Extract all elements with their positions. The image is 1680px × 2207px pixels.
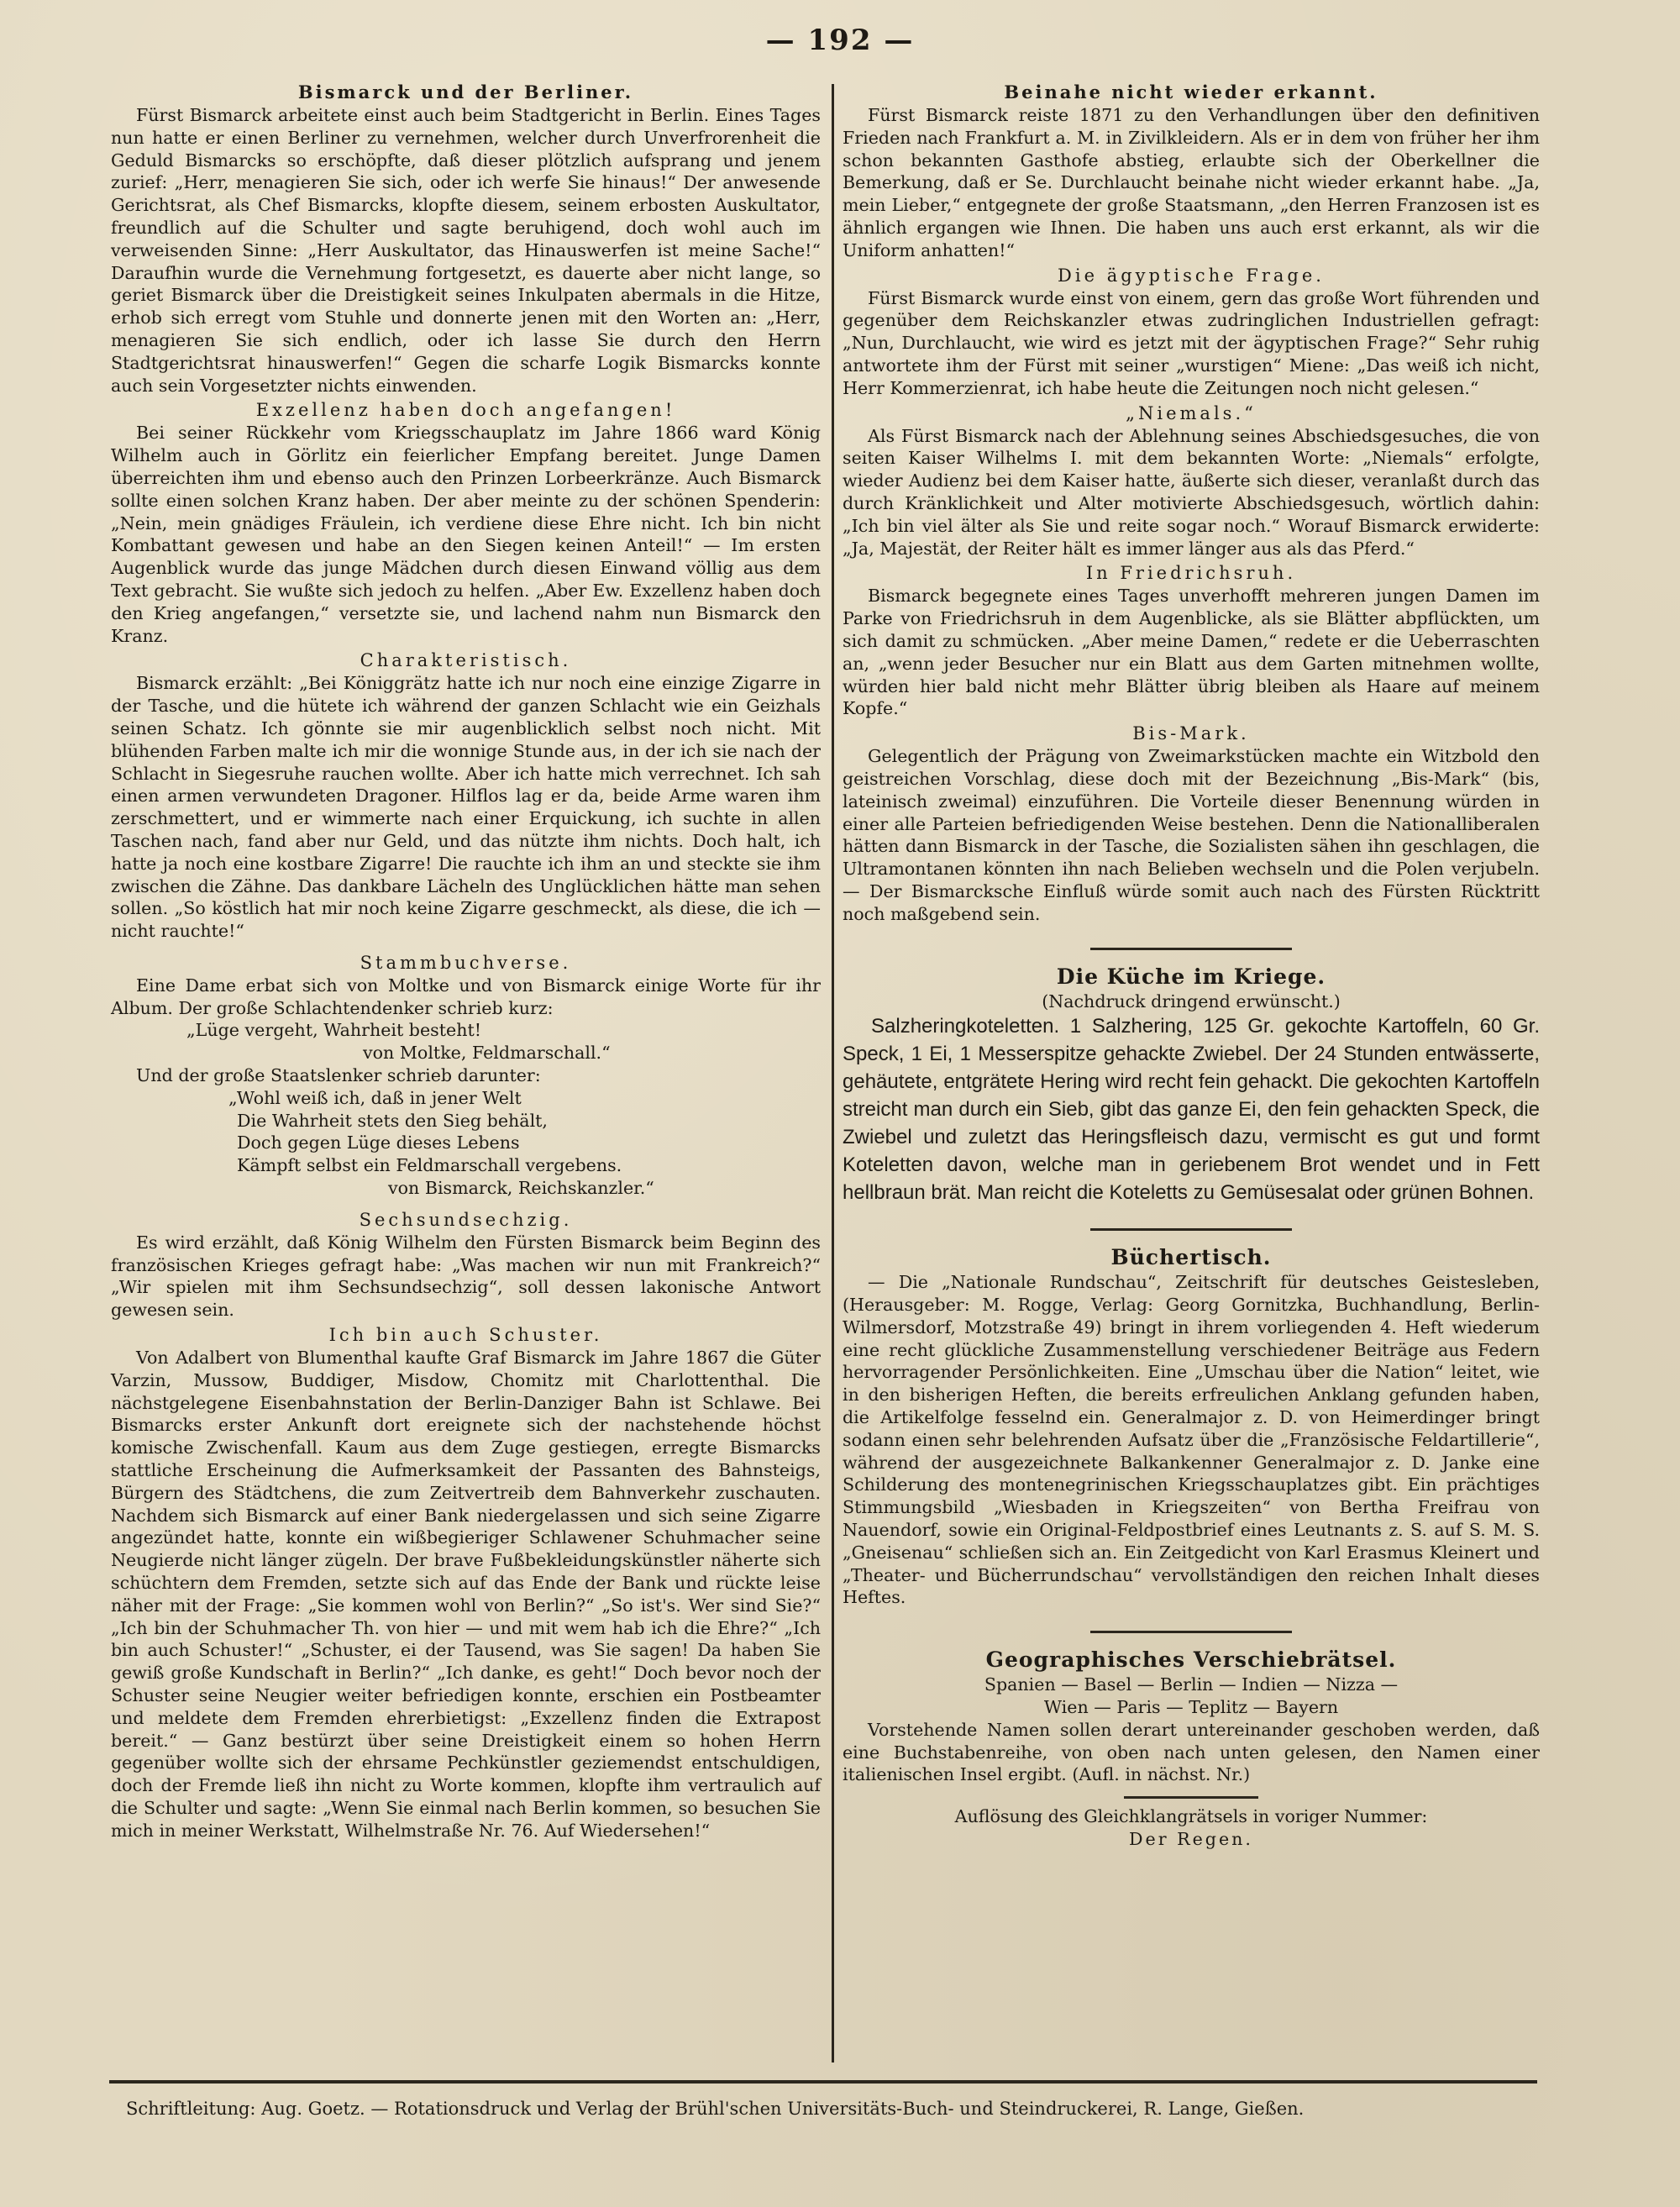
section-divider <box>1124 1796 1258 1799</box>
verse-line: „Lüge vergeht, Wahrheit besteht! <box>186 1020 482 1041</box>
section-subtitle: (Nachdruck dringend erwünscht.) <box>1042 991 1341 1012</box>
article-title: Ich bin auch Schuster. <box>328 1325 603 1346</box>
verse-line: Die Wahrheit stets den Sieg behält, <box>237 1110 548 1131</box>
article-text: Es wird erzählt, daß König Wilhelm den Fürsten Bismarck beim Beginn des französischen Krieges gefragt habe: „Was machen wir nun mit Frankreich?“ „Wir spielen mit ihm Sechsundsechzig“, soll dessen lakonische Antwort gewesen sein. <box>111 1232 821 1321</box>
article-text: — Die „Nationale Rundschau“, Zeitschrift für deutsches Geistesleben, (Herausgeber: M. Rogge, Verlag: Georg Gornitzka, Buchhandlung, Berlin-Wilmersdorf, Motzstraße 49) bringt in ihrem vorliegenden 4. Heft wiederum eine recht glückliche Zusammenstellung verschiedener Beiträge aus Federn hervorragender Persönlichkeiten. Eine „Umschau über die Nation“ leitet, wie in den bisherigen Heften, die bereits erfreulichen Anklang gefunden haben, die Artikelfolge fesselnd ein. Generalmajor z. D. von Heimerdinger bringt sodann einen sehr belehrenden Aufsatz über die „Französische Feldartillerie“, während der ausgezeichnete Balkankenner Generalmajor z. D. Janke eine Schilderung des montenegrinischen Kriegsschauplatzes gibt. Ein prächtiges Stimmungsbild „Wiesbaden in Kriegszeiten“ von Bertha Freifrau von Nauendorf, sowie ein Original-Feldpostbrief eines Leutnants z. S. auf S. M. S. „Gneisenau“ schließen sich an. Ein Zeitgedicht von Karl Erasmus Kleinert und „Theater- und Bücherrundschau“ vervollständigen den reichen Inhalt dieses Heftes. <box>843 1272 1540 1608</box>
article-title: Beinahe nicht wieder erkannt. <box>1004 81 1378 102</box>
article-title: Sechsundsechzig. <box>359 1209 573 1230</box>
article-text: Bismarck begegnete eines Tages unverhofft mehreren jungen Damen im Parke von Friedrichsruh in dem Augenblicke, als sie Blätter abpflückten, um sich damit zu schmücken. „Aber meine Damen,“ redete er die Ueberraschten an, „wenn jeder Besucher nur ein Blatt aus dem Garten mitnehmen wollte, würden hier bald nicht mehr Blätter übrig bleiben als Haare auf meinem Kopfe.“ <box>843 586 1540 719</box>
article-text: Fürst Bismarck wurde einst von einem, gern das große Wort führenden und gegenüber dem Reichskanzler etwas zudringlichen Industriellen gefragt: „Nun, Durchlaucht, wie wird es jetzt mit der ägyptischen Frage?“ Sehr ruhig antwortete ihm der Fürst mit seiner „wurstigen“ Miene: „Das weiß ich nicht, Herr Kommerzienrat, ich habe heute die Zeitungen noch nicht gelesen.“ <box>843 287 1540 398</box>
article-title: Bismarck und der Berliner. <box>297 81 634 102</box>
recipe-block <box>843 1012 1540 1206</box>
footer-rule <box>109 2080 1537 2084</box>
article-text: Von Adalbert von Blumenthal kaufte Graf Bismarck im Jahre 1867 die Güter Varzin, Mussow, Buddiger, Misdow, Chomitz mit Charlottenthal. Die nächstgelegene Eisenbahnstation der Berlin-Danziger Bahn ist Schlawe. Bei Bismarcks erster Ankunft dort ereignete sich der nachstehende höchst komische Zwischenfall. Kaum aus dem Zuge gestiegen, erregte Bismarcks stattliche Erscheinung die Aufmerksamkeit der Passanten des Bahnsteigs, Bürgern des Städtchens, die zum Zeitvertreib dem Bahnverkehr zuschauten. Nachdem sich Bismarck auf einer Bank niedergelassen und sich seine Zigarre angezündet hatte, konnte ein wißbegieriger Schlawener Schuhmacher seine Neugierde nicht länger zügeln. Der brave Fußbekleidungskünstler näherte sich schüchtern dem Fremden, setzte sich auf das Ende der Bank und rückte leise näher mit der Frage: „Sie kommen wohl von Berlin?“ „So ist's. Wer sind Sie?“ „Ich bin der Schuhmacher Th. von hier — und mit wem hab ich die Ehre?“ „Ich bin auch Schuster!“ „Schuster, ei der Tausend, was Sie sagen! Da haben Sie gewiß große Kundschaft in Berlin?“ „Ich danke, es geht!“ Doch bevor noch der Schuster seine Neugier weiter befriedigen konnte, erschien ein Postbeamter und meldete dem Fremden ehrerbietigst: „Exzellenz finden die Extrapost bereit.“ — Ganz bestürzt über seine Dreistigkeit einem so hohen Herrn gegenüber wollte sich der ehrsame Pechkünstler geziemendst entschuldigen, doch der Fremde ließ ihn nicht zu Worte kommen, klopfte ihm vertraulich auf die Schulter und sagte: „Wenn Sie einmal nach Berlin kommen, so besuchen Sie mich in meiner Werkstatt, Wilhelmstraße Nr. 76. Auf Wiedersehen!“ <box>111 1348 821 1841</box>
article-text: Und der große Staatslenker schrieb darunter: <box>136 1065 541 1086</box>
verse-block <box>111 1019 821 1064</box>
section-title: Geographisches Verschiebrätsel. <box>985 1647 1397 1673</box>
article-title: „Niemals.“ <box>1126 402 1257 423</box>
article-title: Die ägyptische Frage. <box>1058 265 1325 286</box>
article-text: Bismarck erzählt: „Bei Königgrätz hatte ich nur noch eine einzige Zigarre in der Tasche, und die hütete ich während der ganzen Schlacht wie ein Geizhals seinen Schatz. Ich gönnte sie mir augenblicklich selbst noch nicht. Mit blühenden Farben malte ich mir die wonnige Stunde aus, in der ich sie nach der Schlacht in Siegesruhe rauchen wollte. Aber ich hatte mich verrechnet. Ich sah einen armen verwundeten Dragoner. Hilflos lag er da, beide Arme waren ihm zerschmettert, und er wimmerte nach einer Erquickung, ich suchte in allen Taschen nach, fand aber nur Geld, und das nützte ihm nichts. Doch halt, ich hatte ja noch eine kostbare Zigarre! Die rauchte ich ihm an und steckte sie ihm zwischen die Zähne. Das dankbare Lächeln des Unglücklichen hätte man sehen sollen. „So köstlich hat mir noch keine Zigarre geschmeckt, als diese, die ich — nicht rauchte!“ <box>111 673 821 942</box>
article-text: Fürst Bismarck arbeitete einst auch beim Stadtgericht in Berlin. Eines Tages nun hatte er einen Berliner zu vernehmen, welcher durch Unverfrorenheit die Geduld Bismarcks so erschöpfte, daß dieser plötzlich aufsprang und jenem zurief: „Herr, menagieren Sie sich, oder ich werfe Sie hinaus!“ Der anwesende Gerichtsrat, als Chef Bismarcks, klopfte diesem, seinem erbosten Auskultator, freundlich auf die Schulter und sagte beruhigend, doch wohl auch im verweisenden Sinne: „Herr Auskultator, das Hinauswerfen ist meine Sache!“ Daraufhin wurde die Vernehmung fortgesetzt, es dauerte aber nicht lange, so geriet Bismarck über die Dreistigkeit seines Inkulpaten abermals in die Hitze, erhob sich erregt vom Stuhle und donnerte jenen mit den Worten an: „Herr, menagieren Sie sich endlich, oder ich lasse Sie durch den Herrn Stadtgerichtsrat hinauswerfen!“ Gegen die scharfe Logik Bismarcks konnte auch sein Vorgesetzter nichts einwenden. <box>111 105 821 396</box>
verse-signature: von Bismarck, Reichskanzler.“ <box>388 1178 654 1199</box>
section-divider <box>1090 1631 1292 1633</box>
article-title: Stammbuchverse. <box>360 952 572 973</box>
column-divider <box>832 84 834 2062</box>
left-column <box>111 81 821 1842</box>
verse-block <box>111 1087 821 1200</box>
article-title: Charakteristisch. <box>360 650 572 671</box>
article-title: Exzellenz haben doch angefangen! <box>255 400 676 421</box>
imprint-footer: Schriftleitung: Aug. Goetz. — Rotationsdruck und Verlag der Brühl'schen Universitäts-Buch- und Steindruckerei, R. Lange, Gießen. <box>126 2099 1305 2119</box>
article-text: Bei seiner Rückkehr vom Kriegsschauplatz im Jahre 1866 ward König Wilhelm auch in Görlitz ein feierlicher Empfang bereitet. Junge Damen überreichten ihm und ebenso auch den Prinzen Lorbeerkränze. Auch Bismarck sollte einen solchen Kranz haben. Der aber meinte zu der schönen Spenderin: „Nein, mein gnädiges Fräulein, ich verdiene diese Ehre nicht. Ich bin nicht Kombattant gewesen und habe an den Siegen keinen Anteil!“ — Im ersten Augenblick wurde das junge Mädchen durch diesen Einwand völlig aus dem Text gebracht. Sie wußte sich jedoch zu helfen. „Aber Ew. Exzellenz haben doch den Krieg angefangen,“ versetzte sie, und lachend nahm nun Bismarck den Kranz. <box>111 423 821 646</box>
section-title: Büchertisch. <box>1110 1245 1272 1270</box>
solution-label: Auflösung des Gleichklangrätsels in voriger Nummer: <box>954 1806 1428 1827</box>
recipe-text: Salzheringkoteletten. 1 Salzhering, 125 Gr. gekochte Kartoffeln, 60 Gr. Speck, 1 Ei, 1 Messerspitze gehackte Zwiebel. Der 24 Stunden entwässerte, gehäutete, entgrätete Hering wird recht fein gehackt. Die gekochten Kartoffeln streicht man durch ein Sieb, gibt das ganze Ei, den fein gehackten Speck, die Zwiebel und zuletzt das Heringsfleisch dazu, vermischt es gut und formt Koteletten davon, welche man in geriebenem Brot wendet und in Fett hellbraun brät. Man reicht die Koteletts zu Gemüsesalat oder grünen Bohnen. <box>843 1015 1540 1205</box>
section-title: Die Küche im Kriege. <box>1056 964 1326 989</box>
page-number: — 192 — <box>765 24 915 57</box>
article-title: Bis-Mark. <box>1132 723 1250 744</box>
section-divider <box>1090 1228 1292 1231</box>
article-text: Eine Dame erbat sich von Moltke und von Bismarck einige Worte für ihr Album. Der große Schlachtendenker schrieb kurz: <box>111 975 821 1018</box>
solution-text: Der Regen. <box>1129 1829 1253 1850</box>
article-title: In Friedrichsruh. <box>1085 563 1297 584</box>
right-column <box>843 81 1540 1851</box>
verse-line: Doch gegen Lüge dieses Lebens <box>237 1132 520 1153</box>
verse-line: „Wohl weiß ich, daß in jener Welt <box>228 1087 522 1108</box>
article-text: Als Fürst Bismarck nach der Ablehnung seines Abschiedsgesuches, die von seiten Kaiser Wilhelms I. mit dem bekannten Worte: „Niemals“ erfolgte, wieder Audienz bei dem Kaiser hatte, äußerte sich dieser, veranlaßt durch das durch Kränklichkeit und Alter motivierte Abschiedsgesuch, wörtlich dahin: „Ich bin viel älter als Sie und reite sogar noch.“ Worauf Bismarck erwiderte: „Ja, Majestät, der Reiter hält es immer länger aus als das Pferd.“ <box>843 425 1540 559</box>
verse-signature: von Moltke, Feldmarschall.“ <box>363 1043 611 1064</box>
verse-line: Kämpft selbst ein Feldmarschall vergebens. <box>237 1155 622 1176</box>
section-divider <box>1090 948 1292 950</box>
puzzle-line: Spanien — Basel — Berlin — Indien — Nizza — <box>984 1674 1399 1695</box>
puzzle-line: Wien — Paris — Teplitz — Bayern <box>1043 1697 1339 1718</box>
article-text: Gelegentlich der Prägung von Zweimarkstücken machte ein Witzbold den geistreichen Vorschlag, diese doch mit der Bezeichnung „Bis-Mark“ (bis, lateinisch zweimal) einzuführen. Die Vorteile dieser Benennung würden in einer alle Parteien befriedigenden Weise bestehen. Denn die Nationalliberalen hätten dann Bismarck in der Tasche, die Sozialisten sähen ihn geschlagen, die Ultramontanen könnten ihn nach Belieben wechseln und die Polen verjubeln. — Der Bismarcksche Einfluß würde somit auch nach des Fürsten Rücktritt noch maßgebend sein. <box>843 746 1540 924</box>
article-text: Fürst Bismarck reiste 1871 zu den Verhandlungen über den definitiven Frieden nach Frankfurt a. M. in Zivilkleidern. Als er in dem von früher her ihm schon bekannten Gasthofe abstieg, erlaubte sich der Oberkellner die Bemerkung, daß er Se. Durchlaucht beinahe nicht wieder erkannt habe. „Ja, mein Lieber,“ entgegnete der große Staatsmann, „den Herren Franzosen ist es ähnlich ergangen wie Ihnen. Die haben uns auch erst erkannt, als wir die Uniform anhatten!“ <box>843 105 1540 260</box>
puzzle-text: Vorstehende Namen sollen derart untereinander geschoben werden, daß eine Buchstabenreihe, von oben nach unten gelesen, den Namen einer italienischen Insel ergibt. (Aufl. in nächst. Nr.) <box>843 1719 1540 1785</box>
